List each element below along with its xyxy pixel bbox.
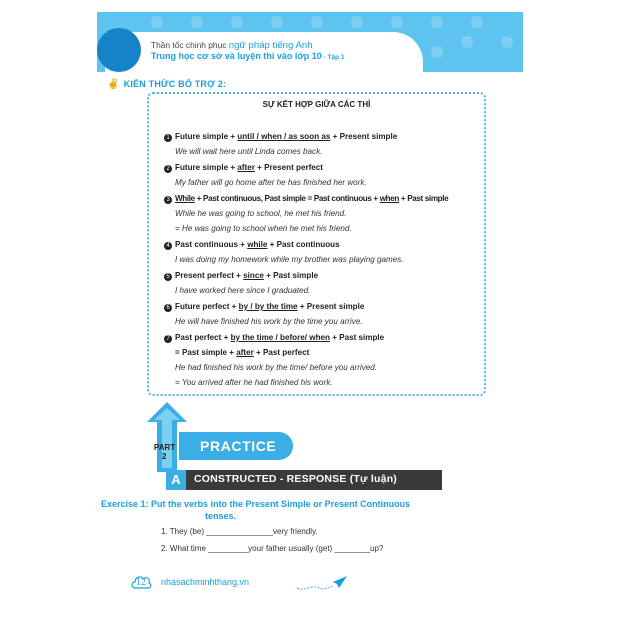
section-a-header xyxy=(166,470,442,490)
rule-text: Present perfect + xyxy=(175,271,244,280)
rule-text: Future simple + xyxy=(175,163,238,172)
example-2: My father will go home after he has finished her work. xyxy=(175,178,367,187)
rule-keyword: when xyxy=(379,194,400,203)
rule-keyword: since xyxy=(243,271,264,280)
rule-text: + Past simple xyxy=(329,333,385,342)
rule-number: 1 xyxy=(164,134,172,142)
rule-5 xyxy=(164,271,318,281)
page-number-badge xyxy=(130,572,152,594)
hand-icon: ✌ xyxy=(107,79,120,90)
rule-keyword: after xyxy=(237,163,255,172)
example-7: He had finished his work by the time/ before you arrived. xyxy=(175,363,377,372)
rule-keyword: by the time / before/ when xyxy=(230,333,330,342)
header-volume: - Tập 1 xyxy=(321,54,345,61)
rule-7 xyxy=(164,333,384,343)
rule-keyword: by / by the time xyxy=(238,302,298,311)
page-number: 12 xyxy=(136,577,146,588)
rule-number: 2 xyxy=(164,165,172,173)
footer-website: nhasachminhthang.vn xyxy=(161,577,250,587)
rule-keyword: until / when / as soon as xyxy=(237,132,331,141)
rule-number: 5 xyxy=(164,273,172,281)
section-title-text: KIẾN THỨC BỔ TRỢ 2: xyxy=(123,79,227,89)
rule-1 xyxy=(164,132,397,142)
rule-text: + Past continuous xyxy=(267,240,340,249)
rule-text: + Past continuous, Past simple = Past continuous + xyxy=(194,194,380,203)
question-1: 1. They (be) _______________very friendly. xyxy=(161,527,318,536)
exercise-title: Exercise 1: Put the verbs into the Present Simple or Present Continuous xyxy=(101,499,411,509)
rule-text: Past perfect + xyxy=(175,333,231,342)
section-title xyxy=(107,79,226,90)
rule-4 xyxy=(164,240,340,250)
rule-keyword: While xyxy=(175,194,195,203)
box-title: SỰ KẾT HỢP GIỮA CÁC THÌ xyxy=(262,100,371,109)
rule-text: + Past perfect xyxy=(253,348,310,357)
example-6: He will have finished his work by the time you arrive. xyxy=(175,317,363,326)
header-text xyxy=(151,40,345,63)
part-number: 2 xyxy=(162,452,167,461)
rule-2 xyxy=(164,163,323,173)
part-label xyxy=(154,443,175,461)
header-line2: Trung học cơ sở và luyện thi vào lớp 10 xyxy=(151,51,322,61)
rule-6 xyxy=(164,302,364,312)
rule-text: + Present perfect xyxy=(254,163,323,172)
grammar-box xyxy=(147,92,486,396)
header-prefix: Thần tốc chinh phục xyxy=(151,40,229,50)
section-a-title: CONSTRUCTED - RESPONSE (Tự luận) xyxy=(194,473,398,485)
rule-text: Future perfect + xyxy=(175,302,239,311)
rule-number: 6 xyxy=(164,304,172,312)
question-2: 2. What time _________your father usually (get) ________up? xyxy=(161,544,384,553)
rule-text: = Past simple + xyxy=(175,348,237,357)
rule-text: + Present simple xyxy=(330,132,398,141)
header-highlight: ngữ pháp tiếng Anh xyxy=(228,40,313,51)
practice-title: PRACTICE xyxy=(200,438,277,454)
rule-keyword: after xyxy=(236,348,254,357)
example-1: We will wait here until Linda comes back. xyxy=(175,147,323,156)
part-label-text: PART xyxy=(154,443,176,452)
rule-text: Future simple + xyxy=(175,132,238,141)
example-3: While he was going to school, he met his friend. xyxy=(175,209,347,218)
section-a-letter: A xyxy=(166,470,186,490)
rule-text: Past continuous + xyxy=(175,240,248,249)
book-page xyxy=(97,12,523,602)
rule-text: + Present simple xyxy=(297,302,365,311)
rule-text: + Past simple xyxy=(399,194,449,203)
rule-number: 7 xyxy=(164,335,172,343)
rule-number: 3 xyxy=(164,196,172,204)
example-4: I was doing my homework while my brother was playing games. xyxy=(175,255,404,264)
paper-plane-icon xyxy=(297,574,347,594)
example-7b: = You arrived after he had finished his work. xyxy=(175,378,333,387)
header-corner-shape xyxy=(97,28,141,72)
exercise-title-cont: tenses. xyxy=(205,511,237,521)
rule-7-line2 xyxy=(175,348,309,357)
rule-3 xyxy=(164,194,448,204)
example-3b: = He was going to school when he met his friend. xyxy=(175,224,352,233)
rule-number: 4 xyxy=(164,242,172,250)
example-5: I have worked here since I graduated. xyxy=(175,286,311,295)
rule-text: + Past simple xyxy=(263,271,319,280)
rule-keyword: while xyxy=(247,240,268,249)
